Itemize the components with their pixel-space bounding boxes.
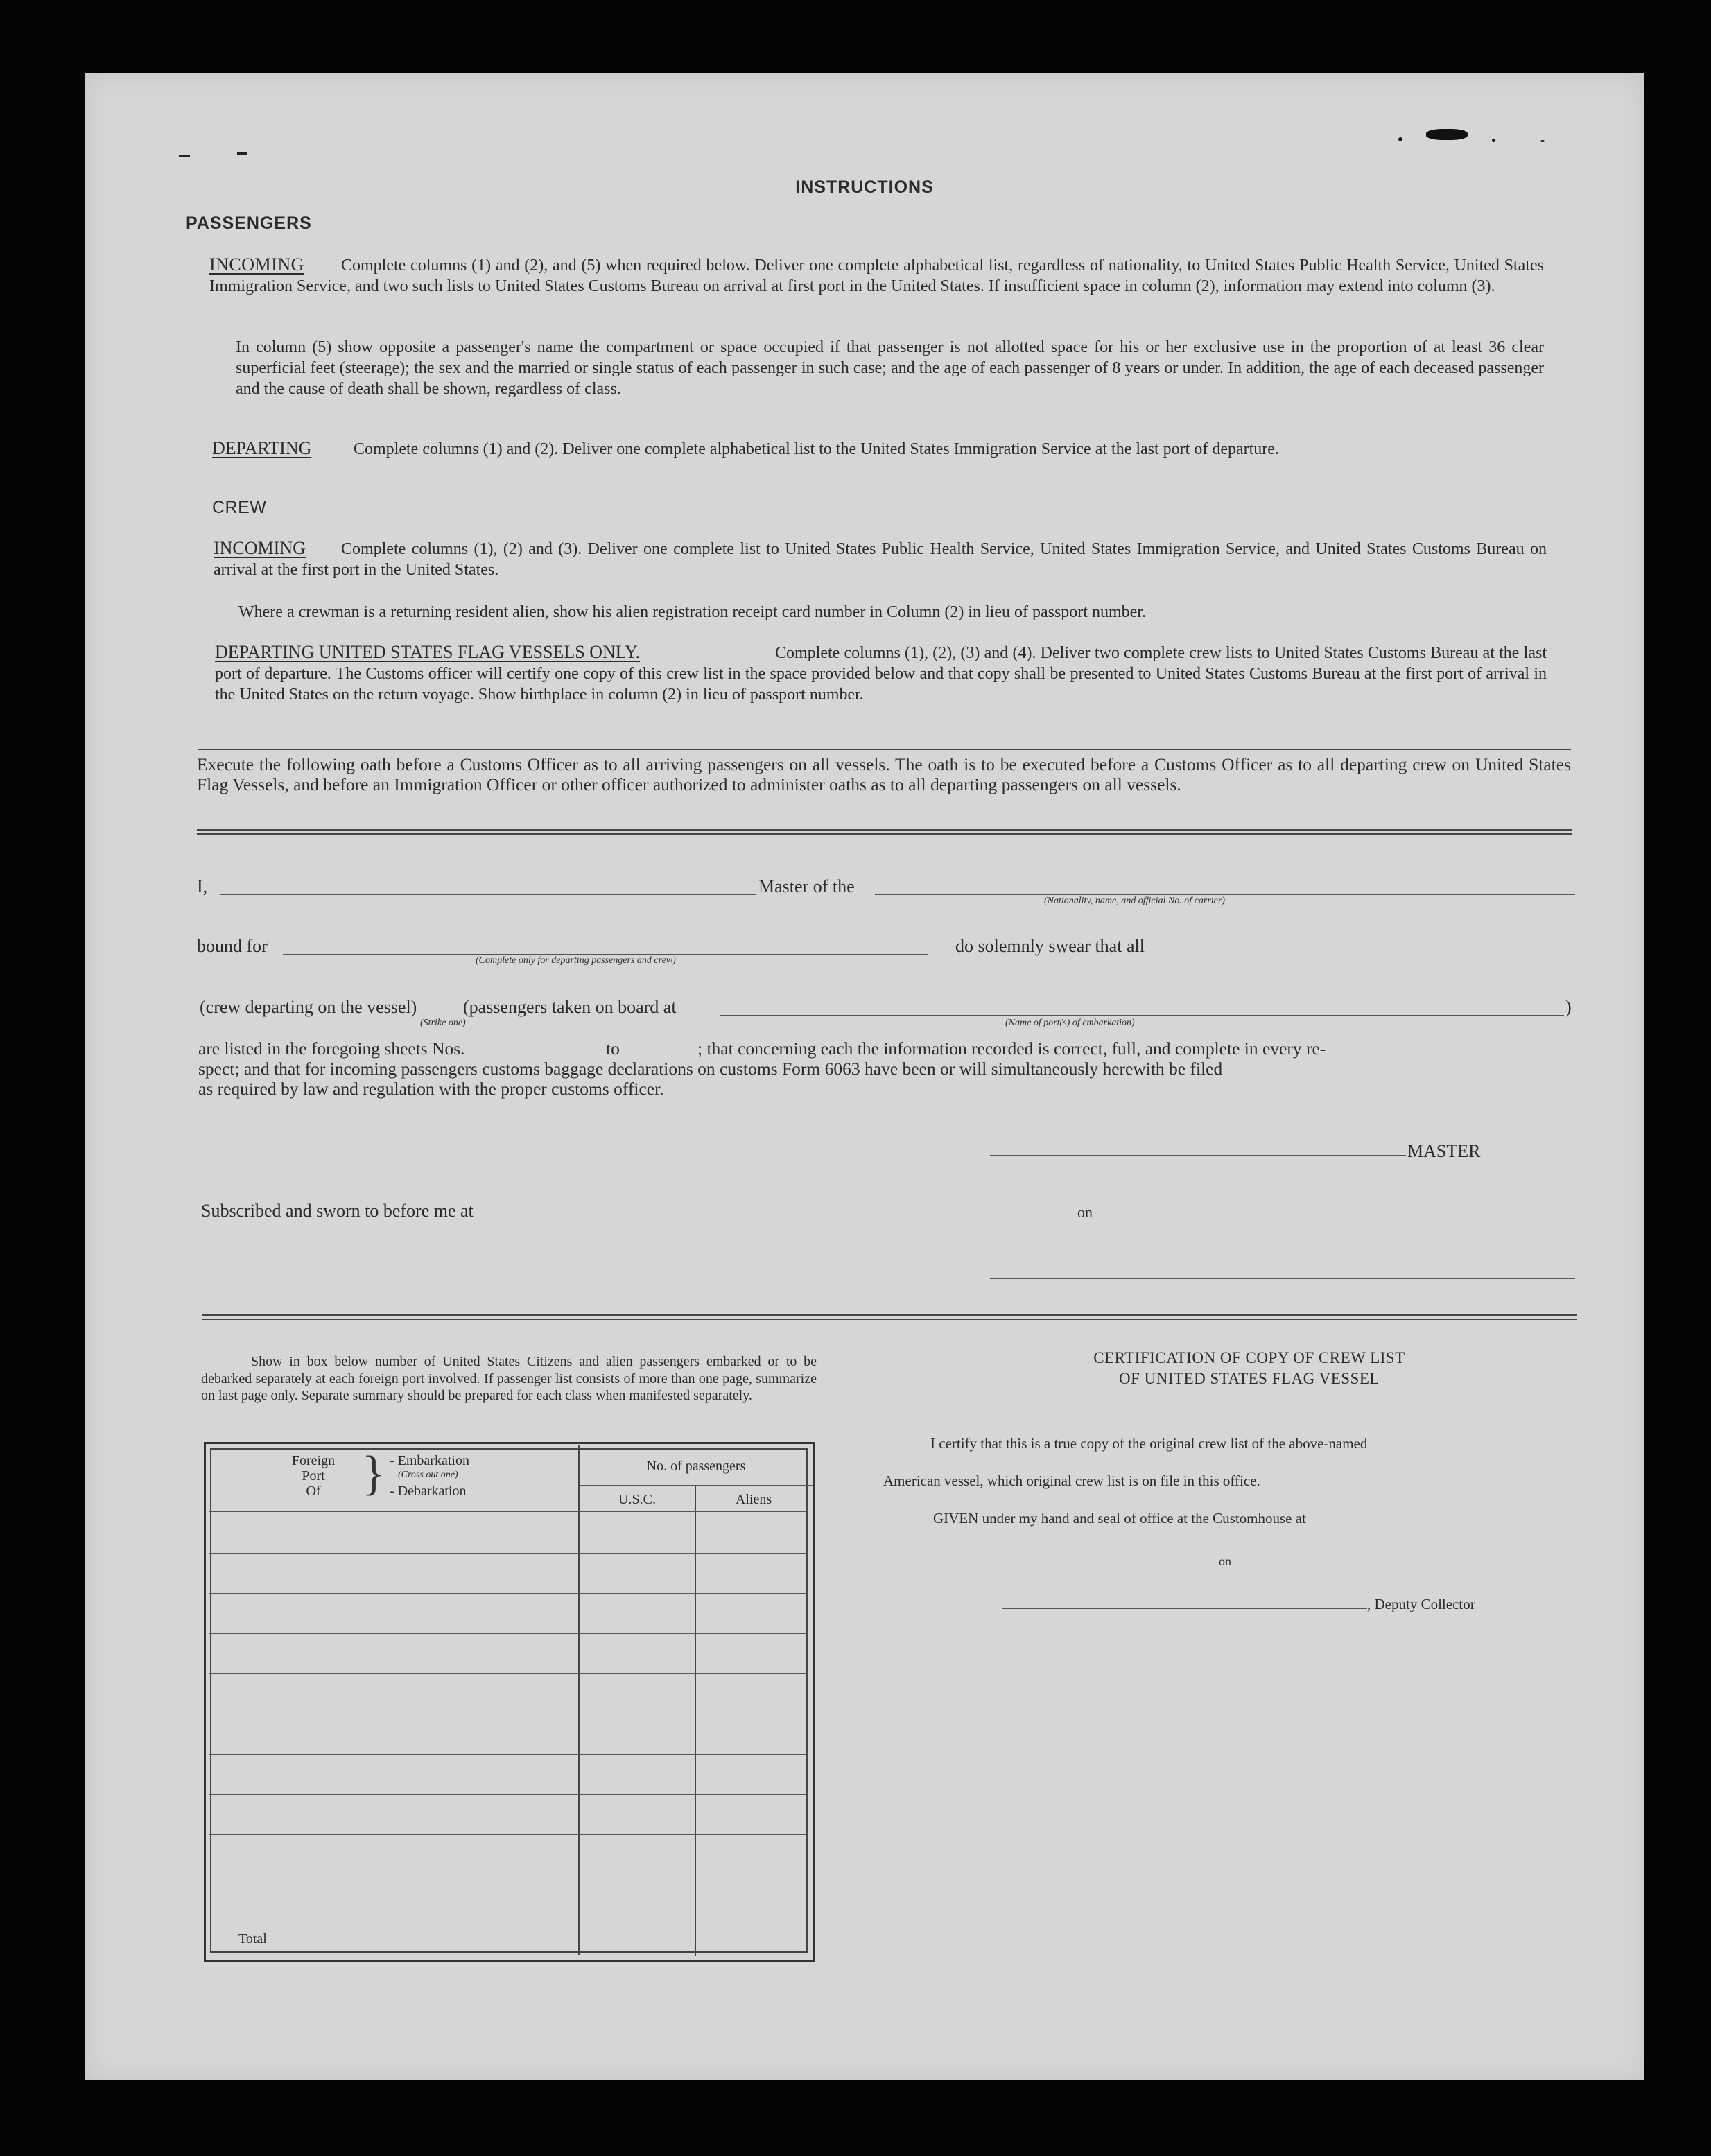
- bound-for-label: bound for: [197, 936, 268, 956]
- officer-signature-line[interactable]: [990, 1278, 1575, 1279]
- page-title: INSTRUCTIONS: [795, 177, 934, 197]
- bound-for-line[interactable]: [283, 954, 928, 955]
- summary-instructions: Show in box below number of United States Citizens and alien passengers embarked or to be debarked separately at each foreign port involved. If passenger list consists of more than one page, summarize on last page only. Separate summary should be prepared for each class when manifested separately.: [201, 1354, 817, 1403]
- usc-header: U.S.C.: [618, 1492, 656, 1507]
- passenger-summary-table: [204, 1442, 815, 1962]
- col-divider-1: [578, 1445, 580, 1955]
- of-label: Of: [306, 1484, 321, 1499]
- given-line: GIVEN under my hand and seal of office at the Customhouse at: [933, 1510, 1306, 1527]
- divider-top: [198, 749, 1571, 750]
- brace-icon: }: [362, 1447, 385, 1500]
- passengers-departing-label: DEPARTING: [212, 438, 312, 458]
- strike-hint: (Strike one): [420, 1018, 466, 1028]
- passengers-incoming-text: [209, 255, 1544, 297]
- corner-mark-left: [179, 155, 190, 157]
- cert-on-label: on: [1219, 1554, 1231, 1568]
- certification-title-1: CERTIFICATION OF COPY OF CREW LIST: [1093, 1349, 1405, 1366]
- col-divider-2: [695, 1485, 696, 1956]
- foreign-label: Foreign: [291, 1453, 336, 1468]
- table-row[interactable]: [209, 1633, 806, 1634]
- ports-hint: (Name of port(s) of embarkation): [1005, 1018, 1135, 1028]
- divider-bottom: [202, 1314, 1577, 1320]
- table-row[interactable]: [209, 1754, 806, 1755]
- crew-heading: CREW: [212, 498, 267, 517]
- crew-incoming-text: [214, 539, 1547, 580]
- no-passengers-header: No. of passengers: [646, 1459, 746, 1474]
- passengers-incoming-label: INCOMING: [209, 254, 304, 275]
- nationality-hint: (Nationality, name, and official No. of carrier): [1044, 896, 1225, 906]
- header-split-line: [580, 1485, 813, 1486]
- crew-departing-option[interactable]: (crew departing on the vessel): [200, 997, 417, 1017]
- master-of-label: Master of the: [758, 876, 855, 896]
- passengers-column5-text: In column (5) show opposite a passenger's name the compartment or space occupied if that passenger is not allotted space for his or her exclusive use in the proportion of at least 36 clear superficial feet (steerage); the sex and the married or single status of each passenger in such case; and the age of each passenger of 8 years or under. In addition, the age of each deceased passenger and the cause of death shall be shown, regardless of class.: [236, 338, 1544, 398]
- sheets-rest-3: as required by law and regulation with the proper customs officer.: [198, 1079, 664, 1099]
- swear-label: do solemnly swear that all: [955, 936, 1145, 956]
- aliens-header: Aliens: [735, 1492, 772, 1507]
- table-row[interactable]: [209, 1834, 806, 1835]
- ink-blot: [1426, 129, 1468, 140]
- ports-line[interactable]: [720, 1015, 1564, 1016]
- subscribed-on-label: on: [1077, 1203, 1093, 1221]
- speck: [1398, 137, 1402, 141]
- sheets-rest-2: spect; and that for incoming passengers customs baggage declarations on customs Form 6063 have been or will simultaneously herewith be filed: [198, 1059, 1223, 1079]
- certify-line-2: American vessel, which original crew list is on file in this office.: [883, 1472, 1260, 1489]
- cross-hint: (Cross out one): [398, 1470, 458, 1480]
- carrier-line[interactable]: [875, 894, 1575, 895]
- oath-intro: Execute the following oath before a Customs Officer as to all arriving passengers on all vessels. The oath is to be executed before a Customs Officer as to all departing crew on United States Flag Vessels, and before an Immigration Officer or other officer authorized to administer oaths as to all departing passengers on all vessels.: [197, 754, 1571, 794]
- table-row[interactable]: [209, 1794, 806, 1795]
- deputy-signature-line[interactable]: [1002, 1608, 1367, 1609]
- certification-title-2: OF UNITED STATES FLAG VESSEL: [1119, 1370, 1380, 1387]
- passengers-departing-text: [212, 439, 1544, 460]
- speck: [1540, 140, 1545, 142]
- port-label: Port: [302, 1468, 325, 1484]
- crew-departing-body: Complete columns (1), (2), (3) and (4). Deliver two complete crew lists to United States Customs Bureau at the last port of departure. The Customs officer will certify one copy of this crew list in the space provided below and that copy shall be presented to United States Customs Bureau at the first port of arrival in the United States on the return voyage. Show birthplace in column (2) in lieu of passport number.: [215, 644, 1547, 704]
- passengers-heading: PASSENGERS: [186, 214, 312, 233]
- table-row[interactable]: [209, 1673, 806, 1674]
- passengers-taken-option[interactable]: (passengers taken on board at: [463, 997, 677, 1017]
- master-name-line[interactable]: [220, 894, 756, 895]
- crew-departing-text: [215, 643, 1547, 705]
- oath-i-label: I,: [197, 876, 208, 896]
- table-inner-frame: [210, 1448, 808, 1953]
- master-signature-line[interactable]: [990, 1155, 1406, 1156]
- embarkation-option[interactable]: - Embarkation: [390, 1453, 469, 1468]
- corner-mark-dash: [237, 152, 247, 155]
- table-row[interactable]: [209, 1553, 806, 1554]
- bound-hint: (Complete only for departing passengers and crew): [476, 955, 676, 966]
- table-row[interactable]: [209, 1511, 806, 1512]
- deputy-label: , Deputy Collector: [1367, 1596, 1475, 1612]
- document-page: [85, 73, 1644, 2080]
- sheets-to: to: [606, 1038, 620, 1059]
- crew-resident-text: Where a crewman is a returning resident alien, show his alien registration receipt card number in Column (2) in lieu of passport number.: [238, 603, 1146, 621]
- table-row[interactable]: [209, 1593, 806, 1594]
- divider-double: [197, 829, 1572, 835]
- crew-incoming-body: Complete columns (1), (2) and (3). Deliver one complete list to United States Public Health Service, United States Immigration Service, and United States Customs Bureau on arrival at the first port in the United States.: [214, 540, 1547, 579]
- speck: [1492, 139, 1495, 142]
- sheets-prefix: are listed in the foregoing sheets Nos.: [198, 1038, 465, 1059]
- debarkation-option[interactable]: - Debarkation: [390, 1484, 467, 1499]
- passengers-departing-body: Complete columns (1) and (2). Deliver one complete alphabetical list to the United States Immigration Service at the last port of departure.: [354, 440, 1279, 458]
- subscribed-label: Subscribed and sworn to before me at: [201, 1201, 474, 1221]
- passengers-incoming-body: Complete columns (1) and (2), and (5) when required below. Deliver one complete alphabetical list, regardless of nationality, to United States Public Health Service, United States Immigration Service, and two such lists to United States Customs Bureau on arrival at first port in the United States. If insufficient space in column (2), information may extend into column (3).: [209, 257, 1544, 295]
- crew-departing-label: DEPARTING UNITED STATES FLAG VESSELS ONLY.: [215, 642, 640, 662]
- total-label: Total: [238, 1931, 267, 1947]
- sheets-rest-1: ; that concerning each the information recorded is correct, full, and complete in every re-: [697, 1038, 1326, 1059]
- crew-incoming-label: INCOMING: [214, 538, 306, 558]
- certify-line-1: I certify that this is a true copy of the original crew list of the above-named: [930, 1435, 1368, 1452]
- close-paren: ): [1565, 997, 1572, 1017]
- master-label: MASTER: [1407, 1141, 1481, 1161]
